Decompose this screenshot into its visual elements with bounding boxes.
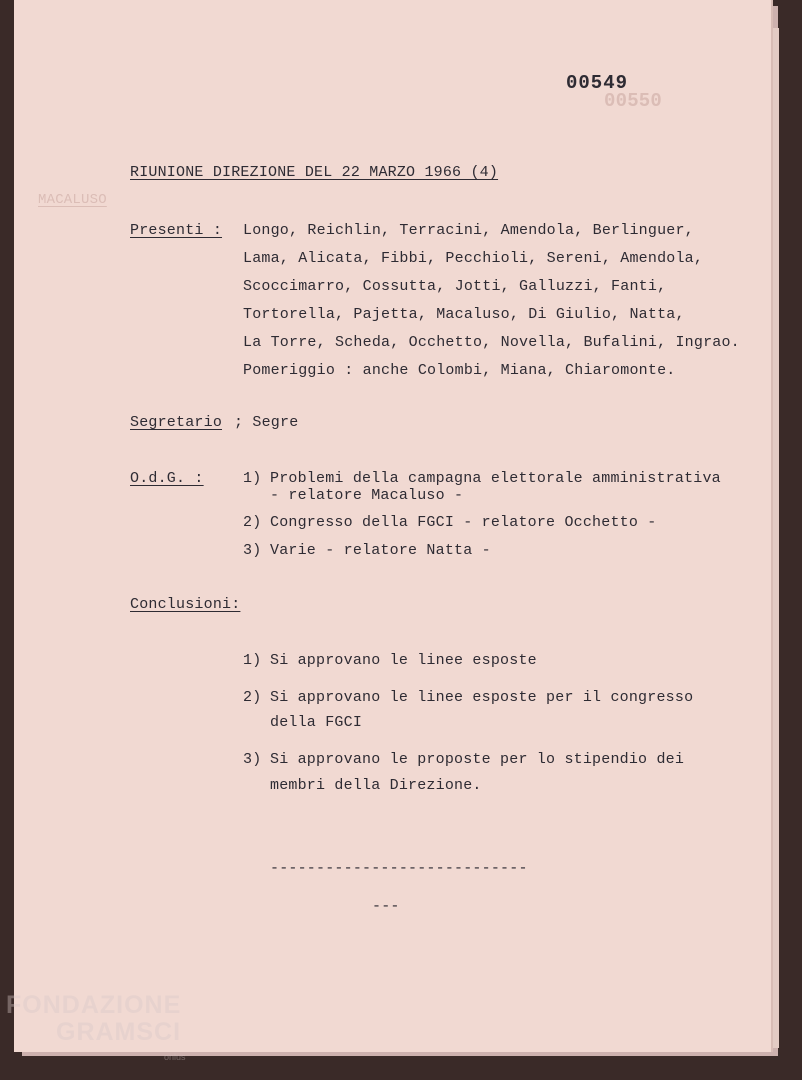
presenti-line: La Torre, Scheda, Occhetto, Novella, Bufalini, Ingrao. [243,334,740,351]
odg-label: O.d.G. : [130,470,204,487]
presenti-line: Scoccimarro, Cossutta, Jotti, Galluzzi, Fanti, [243,278,667,295]
odg-item-number: 1) [243,470,262,487]
watermark-logo [6,992,181,1046]
end-mark: --- [372,898,400,915]
odg-item-number: 3) [243,542,262,559]
ghost-number: 00550 [604,90,663,112]
segretario-value: ; Segre [234,414,299,431]
conclusioni-label: Conclusioni: [130,596,241,613]
document-title: RIUNIONE DIREZIONE DEL 22 MARZO 1966 (4) [130,164,499,181]
watermark-sub: onlus [164,1052,186,1062]
presenti-line: Longo, Reichlin, Terracini, Amendola, Berlinguer, [243,222,694,239]
odg-item-number: 2) [243,514,262,531]
presenti-label: Presenti : [130,222,223,239]
conclusioni-item-text: Si approvano le proposte per lo stipendio dei [270,751,685,768]
watermark-line: GRAMSCI [56,1018,182,1046]
presenti-line: Tortorella, Pajetta, Macaluso, Di Giulio, Natta, [243,306,685,323]
document-number: 00549 [566,72,629,94]
presenti-line: Pomeriggio : anche Colombi, Miana, Chiaromonte. [243,362,676,379]
odg-item-text: Congresso della FGCI - relatore Occhetto - [270,514,657,531]
divider-line: ---------------------------- [270,860,528,877]
watermark-line: FONDAZIONE [6,991,182,1019]
odg-item-text: Varie - relatore Natta - [270,542,491,559]
conclusioni-item-continuation: della FGCI [270,714,363,731]
ghost-margin-label: MACALUSO [38,192,107,208]
conclusioni-item-number: 3) [243,751,262,768]
odg-item-text: Problemi della campagna elettorale amministrativa [270,470,721,487]
segretario-label: Segretario [130,414,223,431]
conclusioni-item-text: Si approvano le linee esposte per il congresso [270,689,694,706]
presenti-line: Lama, Alicata, Fibbi, Pecchioli, Sereni, Amendola, [243,250,704,267]
conclusioni-item-continuation: membri della Direzione. [270,777,482,794]
conclusioni-item-number: 1) [243,652,262,669]
conclusioni-item-text: Si approvano le linee esposte [270,652,537,669]
odg-item-continuation: - relatore Macaluso - [270,487,464,504]
conclusioni-item-number: 2) [243,689,262,706]
